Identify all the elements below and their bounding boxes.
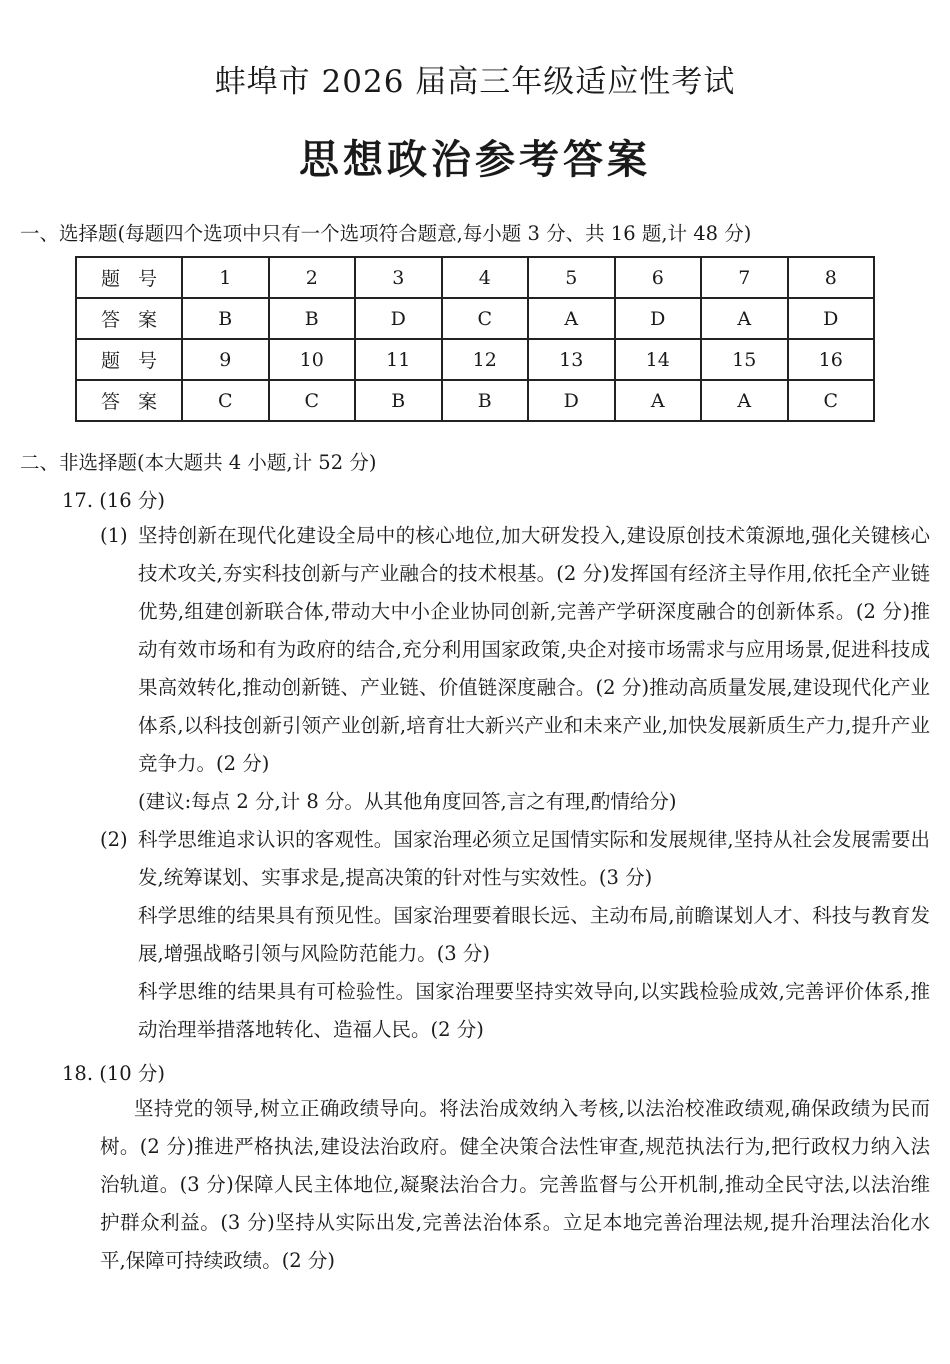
answer-cell: A: [615, 380, 702, 421]
answer-cell: D: [355, 298, 442, 339]
table-row: [76, 380, 874, 421]
answer-cell: D: [615, 298, 702, 339]
question-number: 10: [269, 339, 356, 380]
question-number: 9: [182, 339, 269, 380]
question-number: 2: [269, 257, 356, 298]
question-number: 13: [528, 339, 615, 380]
answer-paragraph: 科学思维的结果具有预见性。国家治理要着眼长远、主动布局,前瞻谋划人才、科技与教育发展,增强战略引领与风险防范能力。(3 分): [138, 904, 930, 965]
answer-cell: D: [788, 298, 875, 339]
answer-cell: C: [269, 380, 356, 421]
part-text: 科学思维追求认识的客观性。国家治理必须立足国情实际和发展规律,坚持从社会发展需要出发,统筹谋划、实事求是,提高决策的针对性与实效性。(3 分): [138, 828, 930, 889]
question-18-answer: 坚持党的领导,树立正确政绩导向。将法治成效纳入考核,以法治校准政绩观,确保政绩为民而树。(2 分)推进严格执法,建设法治政府。健全决策合法性审查,规范执法行为,把行政权力纳入法治轨道。(3 分)保障人民主体地位,凝聚法治合力。完善监督与公开机制,推动全民守法,以法治维护群众利益。(3 分)坚持从实际出发,完善法治体系。立足本地完善治理法规,提升治理法治化水平,保障可持续政绩。(2 分): [100, 1097, 930, 1272]
question-number: 3: [355, 257, 442, 298]
answer-cell: A: [701, 298, 788, 339]
answer-cell: C: [182, 380, 269, 421]
question-number-label: 题号: [76, 257, 182, 298]
question-number: 5: [528, 257, 615, 298]
answer-cell: A: [528, 298, 615, 339]
question-17-part2: [100, 821, 930, 897]
answer-label: 答案: [76, 298, 182, 339]
part-label: (2): [100, 828, 128, 851]
question-17-part1: [100, 517, 930, 783]
question-number: 11: [355, 339, 442, 380]
answer-cell: D: [528, 380, 615, 421]
scoring-note: (建议:每点 2 分,计 8 分。从其他角度回答,言之有理,酌情给分): [138, 790, 677, 813]
table-row: [76, 298, 874, 339]
question-number: 1: [182, 257, 269, 298]
answer-cell: B: [269, 298, 356, 339]
document-title: 思想政治参考答案: [299, 136, 651, 183]
answer-cell: B: [355, 380, 442, 421]
answer-cell: B: [442, 380, 529, 421]
question-18-title: 18. (10 分): [62, 1062, 165, 1085]
question-number: 6: [615, 257, 702, 298]
answer-cell: A: [701, 380, 788, 421]
question-17-title: 17. (16 分): [62, 489, 165, 512]
question-number: 16: [788, 339, 875, 380]
question-number: 8: [788, 257, 875, 298]
part-text: 坚持创新在现代化建设全局中的核心地位,加大研发投入,建设原创技术策源地,强化关键核心技术攻关,夯实科技创新与产业融合的技术根基。(2 分)发挥国有经济主导作用,依托全产业链优势,组建创新联合体,带动大中小企业协同创新,完善产学研深度融合的创新体系。(2 分)推动有效市场和有为政府的结合,充分利用国家政策,央企对接市场需求与应用场景,促进科技成果高效转化,推动创新链、产业链、价值链深度融合。(2 分)推动高质量发展,建设现代化产业体系,以科技创新引领产业创新,培育壮大新兴产业和未来产业,加快发展新质生产力,提升产业竞争力。(2 分): [138, 524, 930, 775]
answer-paragraph: 科学思维的结果具有可检验性。国家治理要坚持实效导向,以实践检验成效,完善评价体系,推动治理举措落地转化、造福人民。(2 分): [138, 980, 930, 1041]
multiple-choice-answer-table: [75, 256, 875, 422]
exam-title: 蚌埠市 2026 届高三年级适应性考试: [214, 64, 736, 100]
section2-heading: 二、非选择题(本大题共 4 小题,计 52 分): [20, 451, 377, 474]
answer-label: 答案: [76, 380, 182, 421]
table-row: [76, 339, 874, 380]
section1-heading: 一、选择题(每题四个选项中只有一个选项符合题意,每小题 3 分、共 16 题,计 48 分): [20, 222, 752, 245]
question-number: 12: [442, 339, 529, 380]
question-number: 7: [701, 257, 788, 298]
table-row: [76, 257, 874, 298]
answer-cell: C: [788, 380, 875, 421]
question-number-label: 题号: [76, 339, 182, 380]
question-number: 4: [442, 257, 529, 298]
answer-cell: C: [442, 298, 529, 339]
question-number: 14: [615, 339, 702, 380]
part-label: (1): [100, 524, 128, 547]
question-number: 15: [701, 339, 788, 380]
answer-cell: B: [182, 298, 269, 339]
